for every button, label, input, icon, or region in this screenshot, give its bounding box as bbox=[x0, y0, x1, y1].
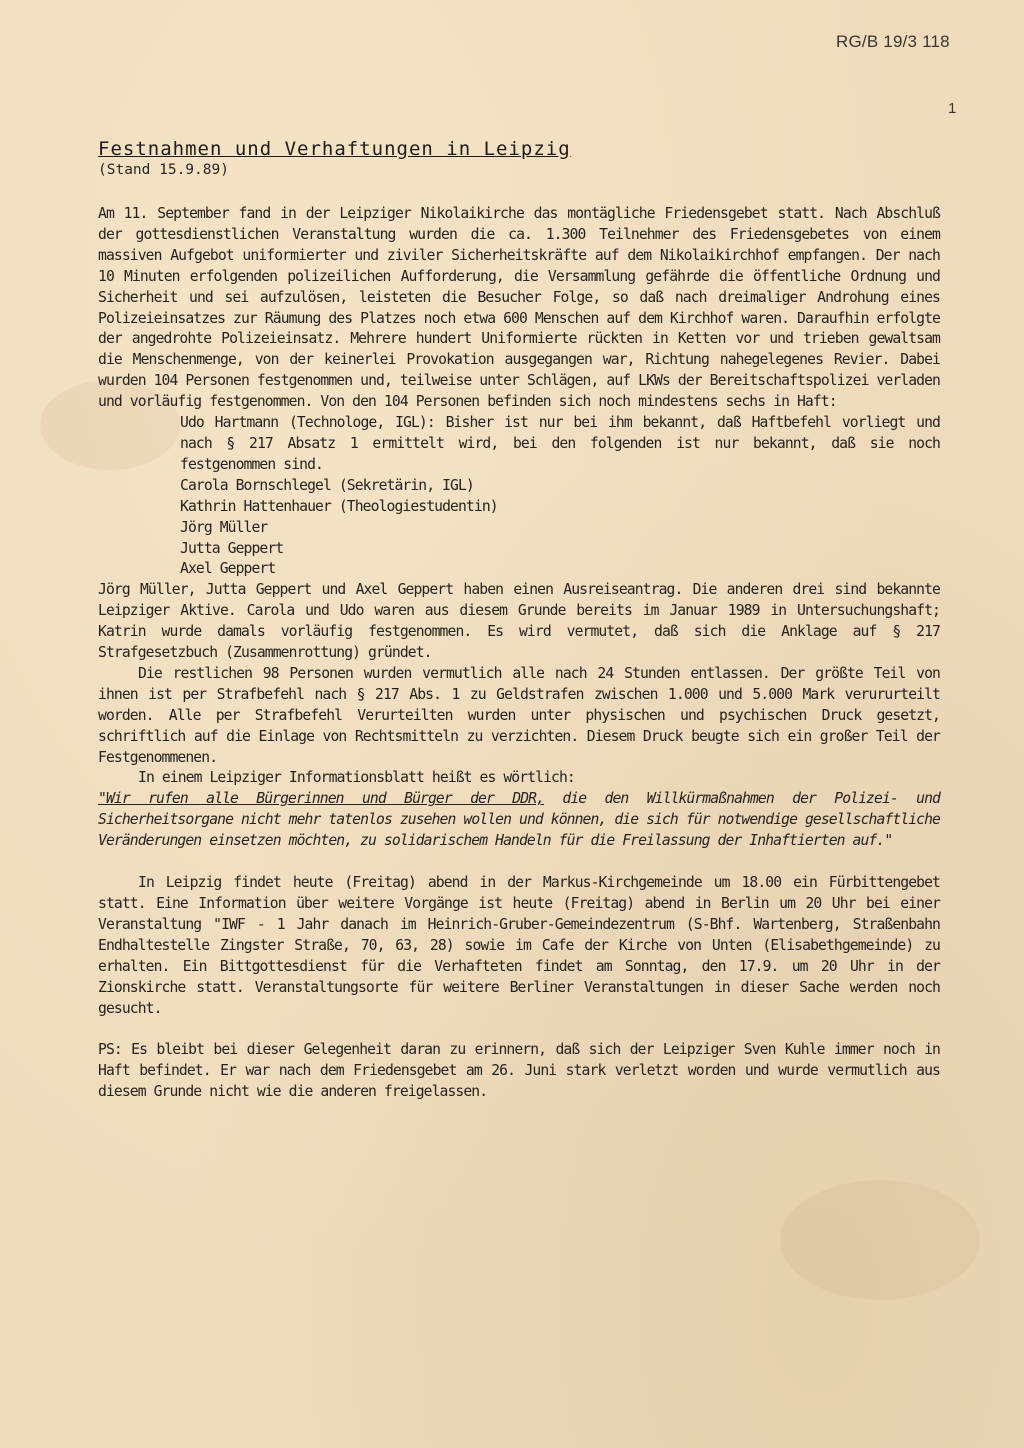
document-body bbox=[98, 204, 940, 1103]
detainee-list bbox=[180, 476, 940, 581]
paper-stain bbox=[780, 1180, 980, 1300]
page-number: 1 bbox=[948, 100, 957, 117]
detainee-note: Udo Hartmann (Technologe, IGL): Bisher ist nur bei ihm bekannt, daß Haftbefehl vorliegt und nach § 217 Absatz 1 ermittelt wird, bei den folgenden ist nur bekannt, daß sie noch festgenommen sind. bbox=[180, 414, 940, 473]
quote bbox=[98, 789, 940, 852]
postscript: PS: Es bleibt bei dieser Gelegenheit daran zu erinnern, daß sich der Leipziger Sven Kuhle immer noch in Haft befindet. Er war nach dem Friedensgebet am 26. Juni stark verletzt worden und wurde vermutlich aus diesem Grunde nicht wie die anderen freigelassen. bbox=[98, 1041, 940, 1101]
quote-underlined: "Wir rufen alle Bürgerinnen und Bürger der DDR, bbox=[98, 790, 545, 808]
paragraph-2: Jörg Müller, Jutta Geppert und Axel Geppert haben einen Ausreiseantrag. Die anderen drei sind bekannte Leipziger Aktive. Carola und Udo waren aus diesem Grunde bereits im Januar 1989 in Untersuchungshaft; Katrin wurde damals vorläufig festgenommen. Es wird vermutet, daß sich die Anklage auf § 217 Strafgesetzbuch (Zusammenrottung) gründet. bbox=[98, 581, 940, 662]
quote-rest: die den Willkürmaßnahmen der Polizei- und Sicherheitsorgane nicht mehr tatenlos zusehen wollen und können, die sich für notwendige gesellschaftliche Veränderungen einsetzen möchten, zu solidarischem Handeln für die Freilassung der Inhaftierten auf." bbox=[98, 790, 940, 850]
list-item: Kathrin Hattenhauer (Theologiestudentin) bbox=[180, 497, 498, 515]
paragraph-4: In Leipzig findet heute (Freitag) abend in der Markus-Kirchgemeinde um 18.00 ein Fürbittengebet statt. Eine Information über weitere Vorgänge ist heute (Freitag) abend in Berlin um 20 Uhr bei einer Veranstaltung "IWF - 1 Jahr danach im Heinrich-Gruber-Gemeindezentrum (S-Bhf. Wartenberg, Straßenbahn Endhaltestelle Zingster Straße, 70, 63, 28) sowie im Cafe der Kirche von Unten (Elisabethgemeinde) zu erhalten. Ein Bittgottesdienst für die Verhafteten findet am Sonntag, den 17.9. um 20 Uhr in der Zionskirche statt. Veranstaltungsorte für weitere Berliner Veranstaltungen in dieser Sache werden noch gesucht. bbox=[98, 874, 940, 1017]
list-item: Axel Geppert bbox=[180, 560, 276, 578]
document-title: Festnahmen und Verhaftungen in Leipzig bbox=[98, 138, 571, 160]
list-item: Jutta Geppert bbox=[180, 539, 284, 557]
date-line: (Stand 15.9.89) bbox=[98, 162, 229, 178]
list-item: Carola Bornschlegel (Sekretärin, IGL) bbox=[180, 476, 474, 494]
quote-intro: In einem Leipziger Informationsblatt heißt es wörtlich: bbox=[138, 769, 575, 787]
paragraph-3: Die restlichen 98 Personen wurden vermutlich alle nach 24 Stunden entlassen. Der größte Teil von ihnen ist per Strafbefehl nach § 217 Abs. 1 zu Geldstrafen zwischen 1.000 und 5.000 Mark verururteilt worden. Alle per Strafbefehl Verurteilten wurden unter physischen und psychischen Druck gesetzt, schriftlich auf die Einlage von Rechtsmitteln zu verzichten. Diesem Druck beugte sich ein großer Teil der Festgenommenen. bbox=[98, 664, 940, 766]
paragraph-1: Am 11. September fand in der Leipziger Nikolaikirche das montägliche Friedensgebet statt. Nach Abschluß der gottesdienstlichen Veranstaltung wurden die ca. 1.300 Teilnehmer des Friedensgebetes von einem massiven Aufgebot uniformierter und ziviler Sicherheitskräfte auf dem Nikolaikirchhof empfangen. Der nach 10 Minuten erfolgenden polizeilichen Aufforderung, die Versammlung gefährde die öffentliche Ordnung und Sicherheit und sei aufzulösen, leisteten die Besucher Folge, so daß nach dreimaliger Androhung eines Polizeieinsatzes zur Räumung des Platzes noch etwa 600 Menschen auf dem Kirchhof waren. Daraufhin erfolgte der angedrohte Polizeieinsatz. Mehrere hundert Uniformierte rückten in Ketten vor und trieben gewaltsam die Menschenmenge, von der keinerlei Provokation ausgegangen war, Richtung nahegelegenes Revier. Dabei wurden 104 Personen festgenommen und, teilweise unter Schlägen, auf LKWs der Bereitschaftspolizei verladen und vorläufig festgenommen. Von den 104 Personen befinden sich noch mindestens sechs in Haft: bbox=[98, 205, 940, 411]
archive-code: RG/B 19/3 118 bbox=[836, 32, 950, 51]
list-item: Jörg Müller bbox=[180, 518, 268, 536]
